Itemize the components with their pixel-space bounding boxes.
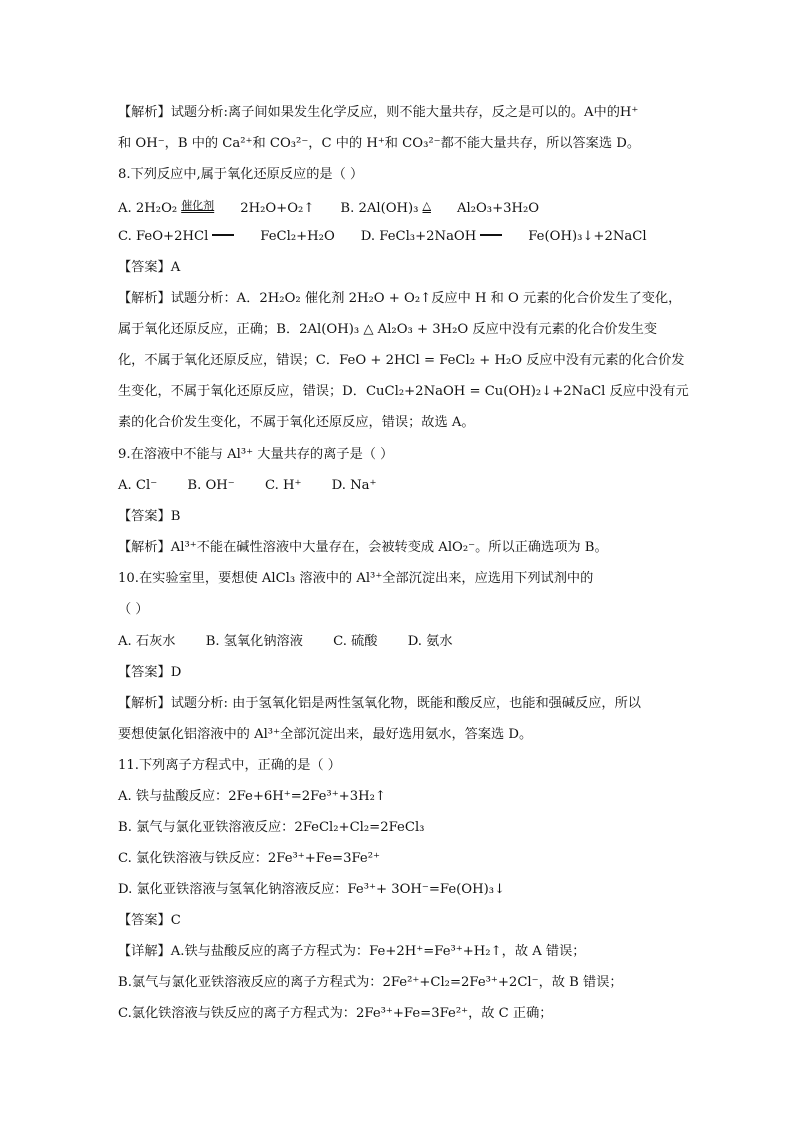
equals-bar	[480, 234, 502, 236]
answer-10: 【答案】D	[118, 665, 182, 680]
analysis-10-line1: 【解析】试题分析: 由于氢氧化铝是两性氢氧化物，既能和酸反应，也能和强碱反应，所以	[118, 696, 641, 711]
question-10-paren: （ ）	[118, 602, 149, 617]
catalyst-label: 催化剂	[181, 199, 215, 212]
question-8-options-ab	[118, 197, 565, 218]
option-11d: D. 氯化亚铁溶液与氢氧化钠溶液反应：Fe³⁺+ 3OH⁻=Fe(OH)₃↓	[118, 882, 506, 897]
option-8c-left: C. FeO+2HCl	[118, 229, 209, 244]
equals-bar	[212, 234, 234, 236]
analysis-8-line4: 生变化，不属于氧化还原反应，错误；D．CuCl₂+2NaOH = Cu(OH)₂↓+2NaCl 反应中没有元	[118, 384, 689, 399]
explanation-11a: 【详解】A.铁与盐酸反应的离子方程式为：Fe+2H⁺=Fe³⁺+H₂↑，故 A 错误；	[118, 944, 586, 959]
answer-8: 【答案】A	[118, 260, 181, 275]
analysis-8-line1: 【解析】试题分析：A．2H₂O₂ 催化剂 2H₂O + O₂↑反应中 H 和 O 元素的化合价发生了变化，	[118, 291, 682, 306]
answer-9: 【答案】B	[118, 509, 181, 524]
option-8b-right: Al₂O₃+3H₂O	[456, 201, 540, 216]
option-10d: D. 氨水	[407, 634, 453, 649]
analysis-q7-line2: 和 OH⁻，B 中的 Ca²⁺和 CO₃²⁻，C 中的 H⁺和 CO₃²⁻都不能大量共存，所以答案选 D。	[118, 136, 641, 151]
option-9d: D. Na⁺	[331, 478, 377, 493]
option-9a: A. Cl⁻	[118, 478, 158, 493]
explanation-11b: B.氯气与氯化亚铁溶液反应的离子方程式为：2Fe²⁺+Cl₂=2Fe³⁺+2Cl⁻，故 B 错误；	[118, 975, 623, 990]
option-8c-right: FeCl₂+H₂O	[260, 229, 335, 244]
question-11-stem: 11.下列离子方程式中，正确的是（ ）	[118, 758, 341, 773]
option-10a: A. 石灰水	[118, 634, 176, 649]
question-8-options-cd	[118, 228, 673, 246]
analysis-8-line3: 化，不属于氧化还原反应，错误；C．FeO + 2HCl = FeCl₂ + H₂O 反应中没有元素的化合价发	[118, 353, 685, 368]
option-8d-left: D. FeCl₃+2NaOH	[360, 229, 477, 244]
analysis-q7-line1: 【解析】试题分析:离子间如果发生化学反应，则不能大量共存，反之是可以的。A中的H⁺	[118, 105, 639, 120]
question-8-stem: 8.下列反应中,属于氧化还原反应的是（ ）	[118, 167, 364, 182]
analysis-8-line5: 素的化合价发生变化，不属于氧化还原反应，错误；故选 A。	[118, 415, 475, 430]
option-10c: C. 硫酸	[333, 634, 378, 649]
explanation-11c: C.氯化铁溶液与铁反应的离子方程式为：2Fe³⁺+Fe=3Fe²⁺，故 C 正确；	[118, 1006, 553, 1021]
question-10-stem: 10.在实验室里，要想使 AlCl₃ 溶液中的 Al³⁺全部沉淀出来，应选用下列试剂中的	[118, 571, 594, 586]
option-11c: C. 氯化铁溶液与铁反应：2Fe³⁺+Fe=3Fe²⁺	[118, 851, 380, 866]
option-11a: A. 铁与盐酸反应：2Fe+6H⁺=2Fe³⁺+3H₂↑	[118, 789, 386, 804]
option-8d-right: Fe(OH)₃↓+2NaCl	[528, 229, 647, 244]
answer-11: 【答案】C	[118, 913, 181, 928]
option-8b-left: B. 2Al(OH)₃	[340, 201, 419, 216]
question-10-options	[118, 633, 479, 651]
heat-triangle: △	[422, 199, 431, 212]
option-11b: B. 氯气与氯化亚铁溶液反应：2FeCl₂+Cl₂=2FeCl₃	[118, 820, 425, 835]
option-8a-left: A. 2H₂O₂	[118, 201, 178, 216]
option-8a-right: 2H₂O+O₂↑	[240, 201, 315, 216]
option-9c: C. H⁺	[264, 478, 302, 493]
option-9b: B. OH⁻	[187, 478, 235, 493]
analysis-8-line2: 属于氧化还原反应，正确；B．2Al(OH)₃ △ Al₂O₃ + 3H₂O 反应中没有元素的化合价发生变	[118, 322, 658, 337]
analysis-9: 【解析】Al³⁺不能在碱性溶液中大量存在，会被转变成 AlO₂⁻。所以正确选项为 B。	[118, 540, 608, 555]
question-9-stem: 9.在溶液中不能与 Al³⁺ 大量共存的离子是（ ）	[118, 447, 394, 462]
analysis-10-line2: 要想使氯化铝溶液中的 Al³⁺全部沉淀出来，最好选用氨水，答案选 D。	[118, 727, 533, 742]
question-9-options	[118, 477, 402, 495]
option-10b: B. 氢氧化钠溶液	[205, 634, 303, 649]
